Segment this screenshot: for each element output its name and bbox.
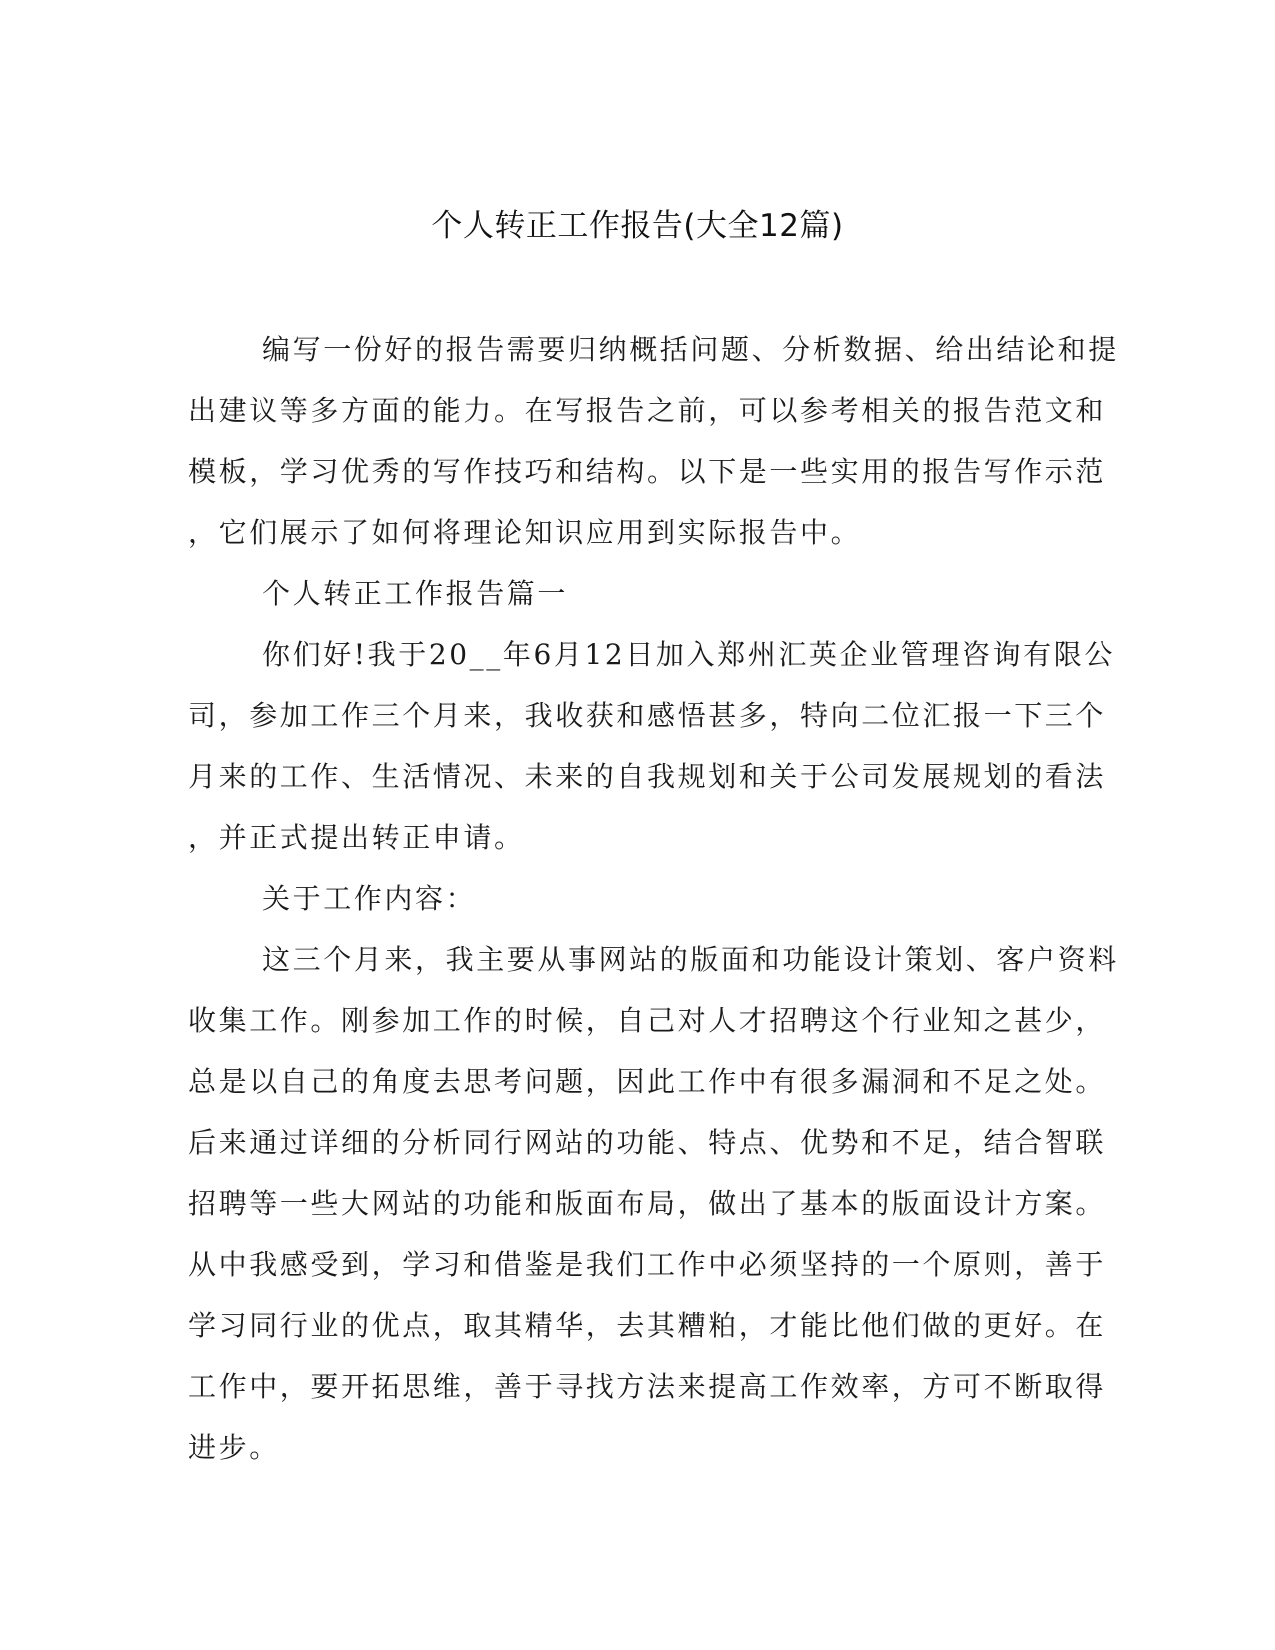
text-line: 后来通过详细的分析同行网站的功能、特点、优势和不足，结合智联 xyxy=(188,1126,1107,1159)
text-line: 模板，学习优秀的写作技巧和结构。以下是一些实用的报告写作示范 xyxy=(188,455,1107,488)
document-title: 个人转正工作报告(大全12篇) xyxy=(431,208,844,244)
text-line: 你们好!我于20__年6月12日加入郑州汇英企业管理咨询有限公 xyxy=(262,638,1115,671)
text-line: 从中我感受到，学习和借鉴是我们工作中必须坚持的一个原则，善于 xyxy=(188,1248,1107,1281)
text-line: 收集工作。刚参加工作的时候，自己对人才招聘这个行业知之甚少， xyxy=(188,1004,1107,1037)
document-body xyxy=(188,330,1119,1489)
text-line: 编写一份好的报告需要归纳概括问题、分析数据、给出结论和提 xyxy=(262,333,1119,366)
text-line: 工作中，要开拓思维，善于寻找方法来提高工作效率，方可不断取得 xyxy=(188,1370,1107,1403)
text-line: 学习同行业的优点，取其精华，去其糟粕，才能比他们做的更好。在 xyxy=(188,1309,1107,1342)
text-line: 出建议等多方面的能力。在写报告之前，可以参考相关的报告范文和 xyxy=(188,394,1107,427)
text-line: ，它们展示了如何将理论知识应用到实际报告中。 xyxy=(188,516,862,549)
text-line: ，并正式提出转正申请。 xyxy=(188,821,525,854)
section-heading: 个人转正工作报告篇一 xyxy=(262,577,569,610)
subsection-heading: 关于工作内容： xyxy=(262,882,477,915)
text-line: 招聘等一些大网站的功能和版面布局，做出了基本的版面设计方案。 xyxy=(188,1187,1107,1220)
text-line: 总是以自己的角度去思考问题，因此工作中有很多漏洞和不足之处。 xyxy=(188,1065,1107,1098)
text-line: 进步。 xyxy=(188,1431,280,1464)
text-line: 月来的工作、生活情况、未来的自我规划和关于公司发展规划的看法 xyxy=(188,760,1107,793)
text-line: 司，参加工作三个月来，我收获和感悟甚多，特向二位汇报一下三个 xyxy=(188,699,1107,732)
text-line: 这三个月来，我主要从事网站的版面和功能设计策划、客户资料 xyxy=(262,943,1119,976)
